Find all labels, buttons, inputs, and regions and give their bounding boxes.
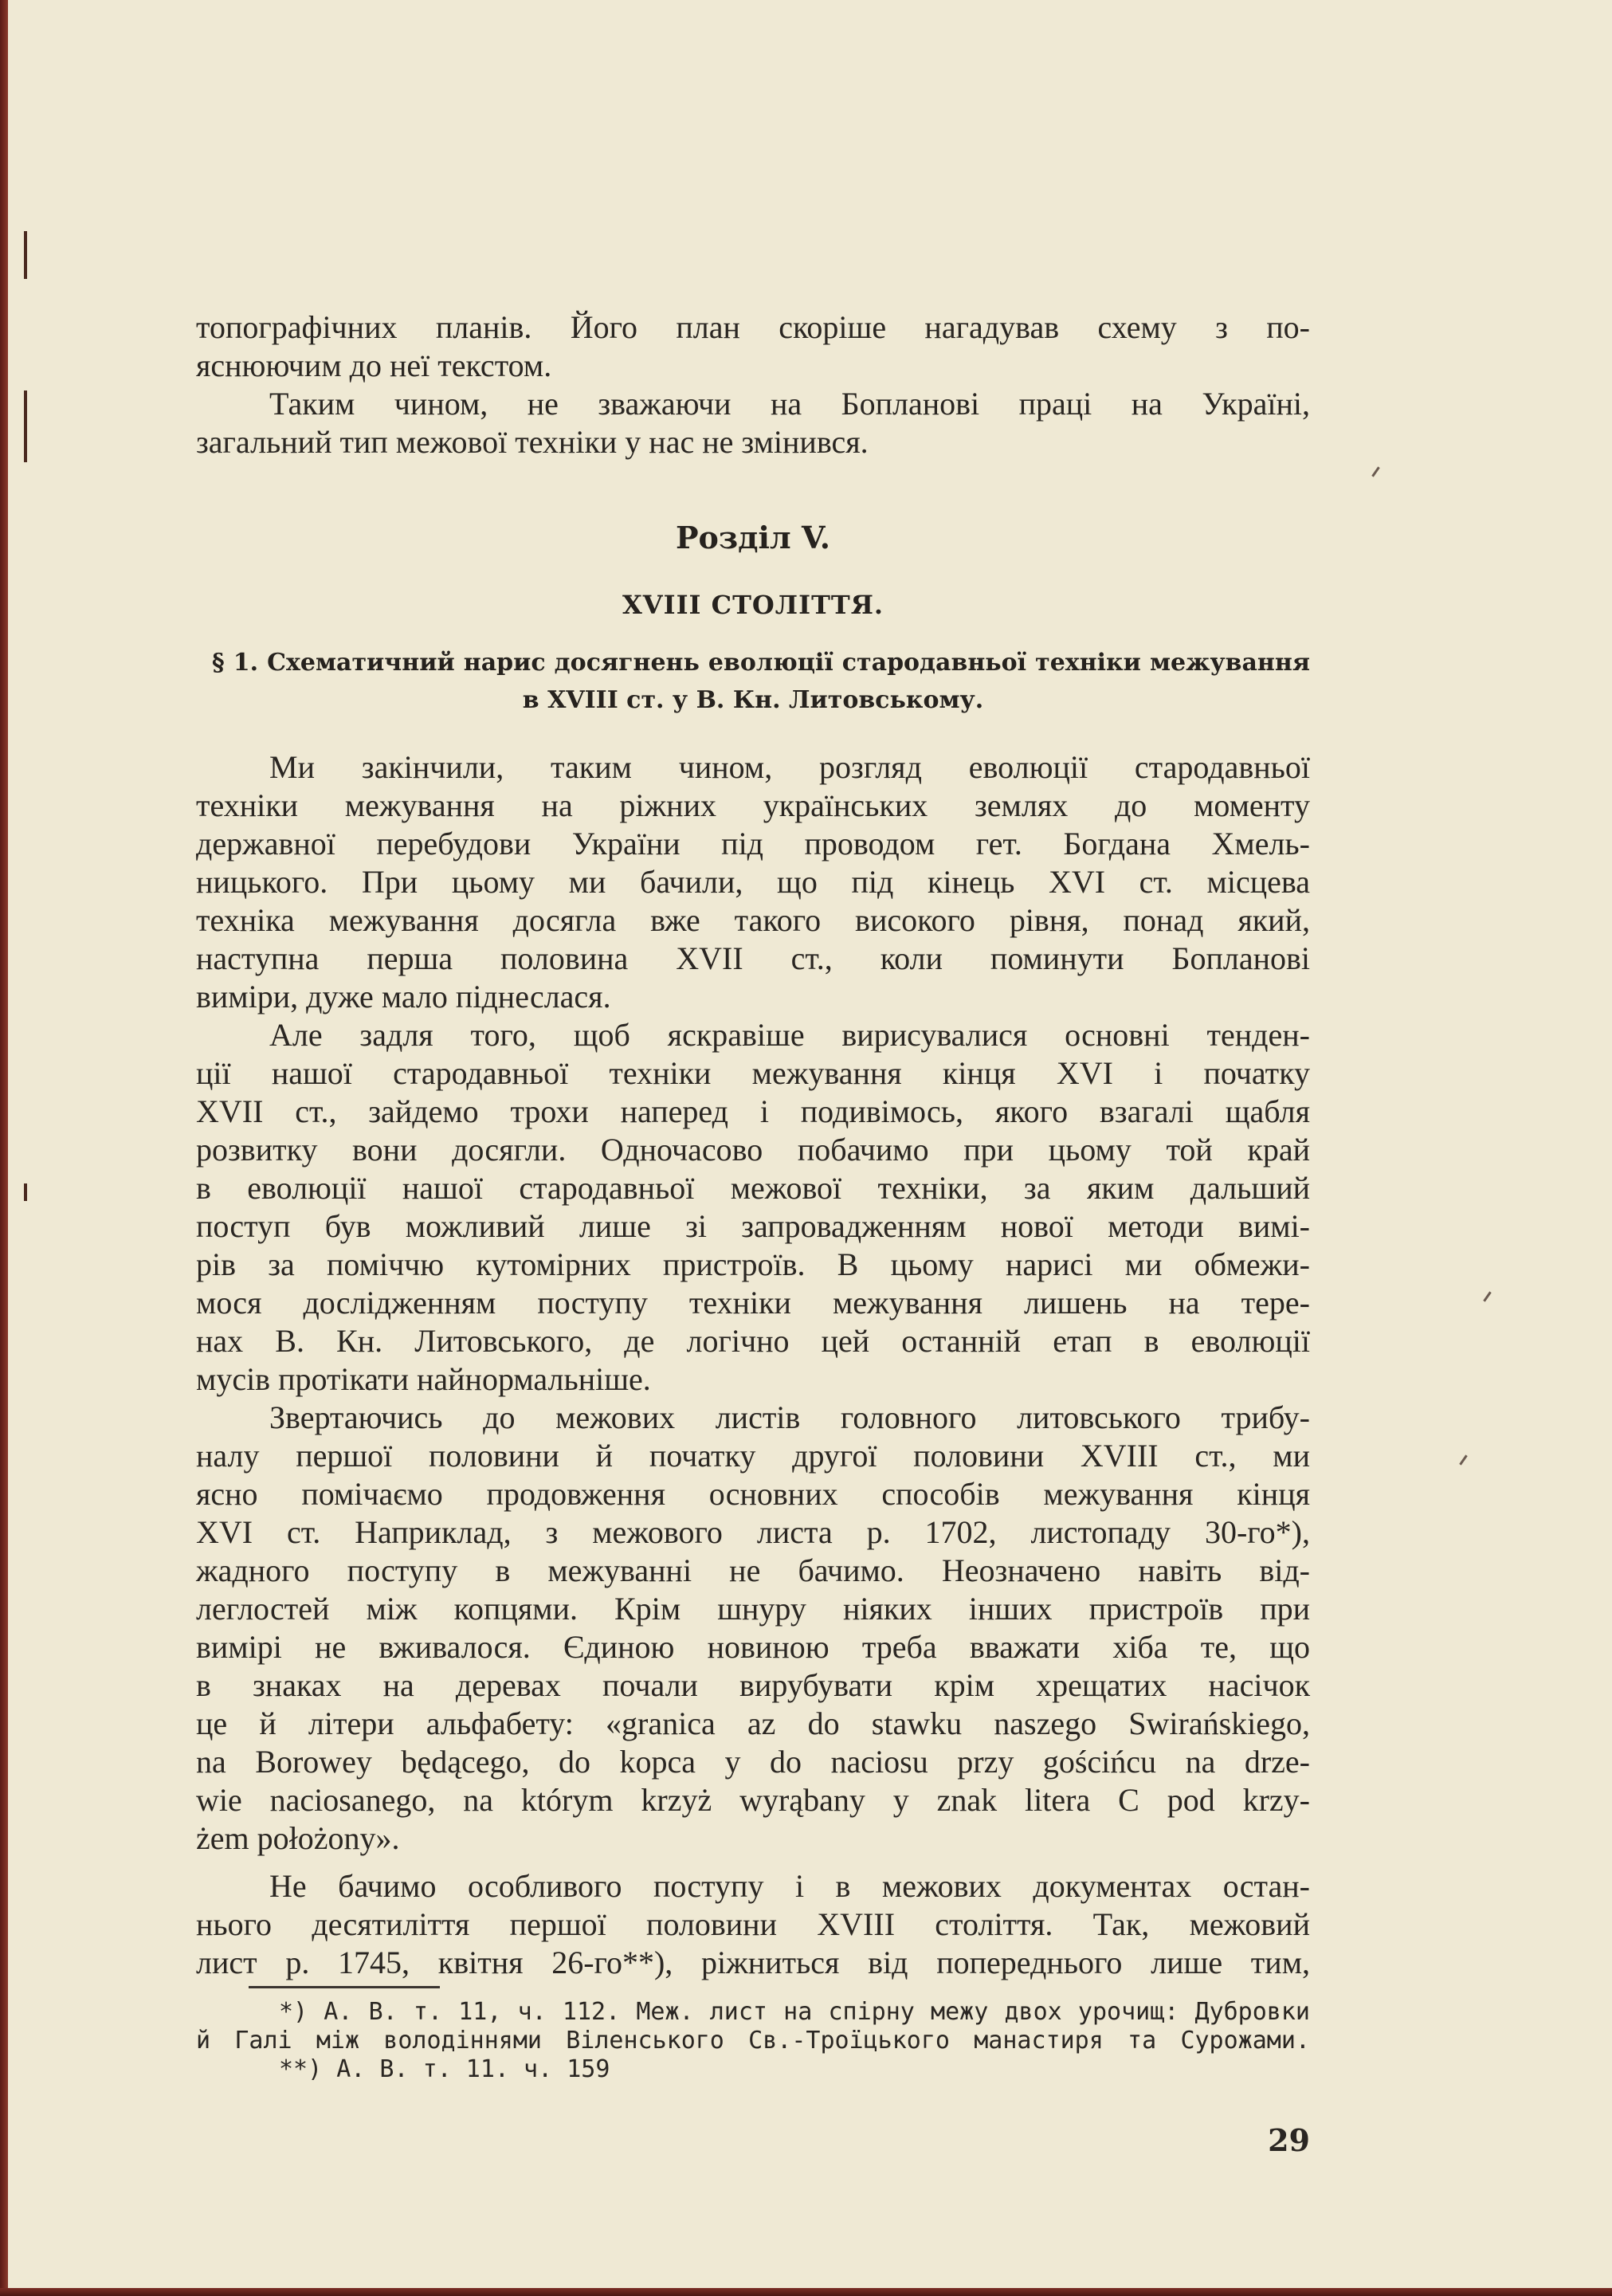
section-title-line: § 1. Схематичний нарис досягнень еволюції стародавньої техніки межування [212, 649, 1310, 677]
text-line: розвитку вони досягли. Одночасово побачимо при цьому той край [196, 1132, 1310, 1168]
page-edge-bottom [0, 2288, 1612, 2296]
page-number: 29 [1268, 2122, 1310, 2158]
text-line: XVI ст. Наприклад, з межового листа р. 1702, листопаду 30-го*), [196, 1514, 1310, 1550]
footnote-line: й Галі між володіннями Віленського Св.-Троїцького манастиря та Сурожами. [196, 2027, 1310, 2055]
text-line: жадного поступу в межуванні не бачимо. Неозначено навіть від- [196, 1552, 1310, 1588]
footnote-line: *) А. В. т. 11, ч. 112. Меж. лист на спірну межу двох урочищ: Дубровки [279, 1998, 1310, 2026]
text-line: техніки межування на ріжних українських землях до моменту [196, 787, 1310, 823]
margin-mark [24, 1183, 27, 1201]
text-line: яснюючим до неї текстом. [196, 347, 552, 383]
text-line: Не бачимо особливого поступу і в межових документах остан- [269, 1868, 1310, 1904]
section-title-line: в XVIII ст. у В. Кн. Литовському. [522, 686, 984, 714]
text-line: в знаках на деревах почали вирубувати крім хрещатих насічок [196, 1667, 1310, 1703]
footnote-line: **) А. В. т. 11. ч. 159 [279, 2055, 610, 2083]
text-line: wie naciosanego, na którym krzyż wyrąbany y znak litera C pod krzy- [196, 1782, 1310, 1818]
text-line: Але задля того, щоб яскравіше вирисувалися основні тенден- [269, 1017, 1310, 1053]
margin-mark [24, 231, 27, 279]
text-line: żem położony». [196, 1820, 400, 1856]
text-line: леглостей між копцями. Крім шнуру ніяких інших пристроїв при [196, 1591, 1310, 1627]
text-line: нього десятиліття першої половини XVIII століття. Так, межовий [196, 1906, 1310, 1942]
text-line: це й літери альфабету: «granica az do stawku naszego Swirańskiego, [196, 1705, 1310, 1741]
text-line: виміри, дуже мало піднеслася. [196, 979, 611, 1015]
text-line: вимірі не вживалося. Єдиною новиною треба вважати хіба те, що [196, 1629, 1310, 1665]
text-line: поступ був можливий лише зі запровадженням нової методи вимі- [196, 1208, 1310, 1244]
text-line: ясно помічаємо продовження основних способів межування кінця [196, 1476, 1310, 1512]
footnote-rule [249, 1986, 440, 1988]
text-line: ницького. При цьому ми бачили, що під кінець XVI ст. місцева [196, 864, 1310, 900]
paper-speck [1459, 1454, 1467, 1465]
text-line: ції нашої стародавньої техніки межування кінця XVI і початку [196, 1055, 1310, 1091]
text-line: загальний тип межової техніки у нас не змінився. [196, 424, 869, 460]
text-line: рів за поміччю кутомірних пристроїв. В цьому нарисі ми обмежи- [196, 1246, 1310, 1282]
margin-mark [24, 391, 27, 462]
text-line: налу першої половини й початку другої половини XVIII ст., ми [196, 1438, 1310, 1474]
text-line: Таким чином, не зважаючи на Бопланові праці на Україні, [269, 386, 1310, 422]
text-line: Звертаючись до межових листів головного литовського трибу- [269, 1399, 1310, 1435]
paper-speck [1483, 1291, 1491, 1301]
text-line: топографічних планів. Його план скоріше нагадував схему з по- [196, 309, 1310, 345]
text-line: нах В. Кн. Литовського, де логічно цей останній етап в еволюції [196, 1323, 1310, 1359]
text-line: наступна перша половина XVII ст., коли поминути Бопланові [196, 940, 1310, 976]
text-line: техніка межування досягла вже такого високого рівня, понад який, [196, 902, 1310, 938]
century-title: XVIII СТОЛІТТЯ. [622, 590, 884, 620]
text-line: лист р. 1745, квітня 26-го**), ріжниться від попереднього лише тим, [196, 1945, 1310, 1980]
chapter-title: Розділ V. [675, 520, 831, 555]
text-line: XVII ст., зайдемо трохи наперед і подивімось, якого взагалі щабля [196, 1093, 1310, 1129]
text-line: мусів протікати найнормальніше. [196, 1361, 651, 1397]
text-line: na Borowey będącego, do kopca y do naciosu przy gościńcu na drze- [196, 1744, 1310, 1780]
text-line: державної перебудови України під проводом гет. Богдана Хмель- [196, 826, 1310, 861]
page-edge-left [0, 0, 8, 2296]
text-line: в еволюції нашої стародавньої межової техніки, за яким дальший [196, 1170, 1310, 1206]
text-line: Ми закінчили, таким чином, розгляд еволюції стародавньої [269, 749, 1310, 785]
paper-speck [1371, 466, 1379, 477]
text-line: мося дослідженням поступу техніки межування лишень на тере- [196, 1285, 1310, 1321]
